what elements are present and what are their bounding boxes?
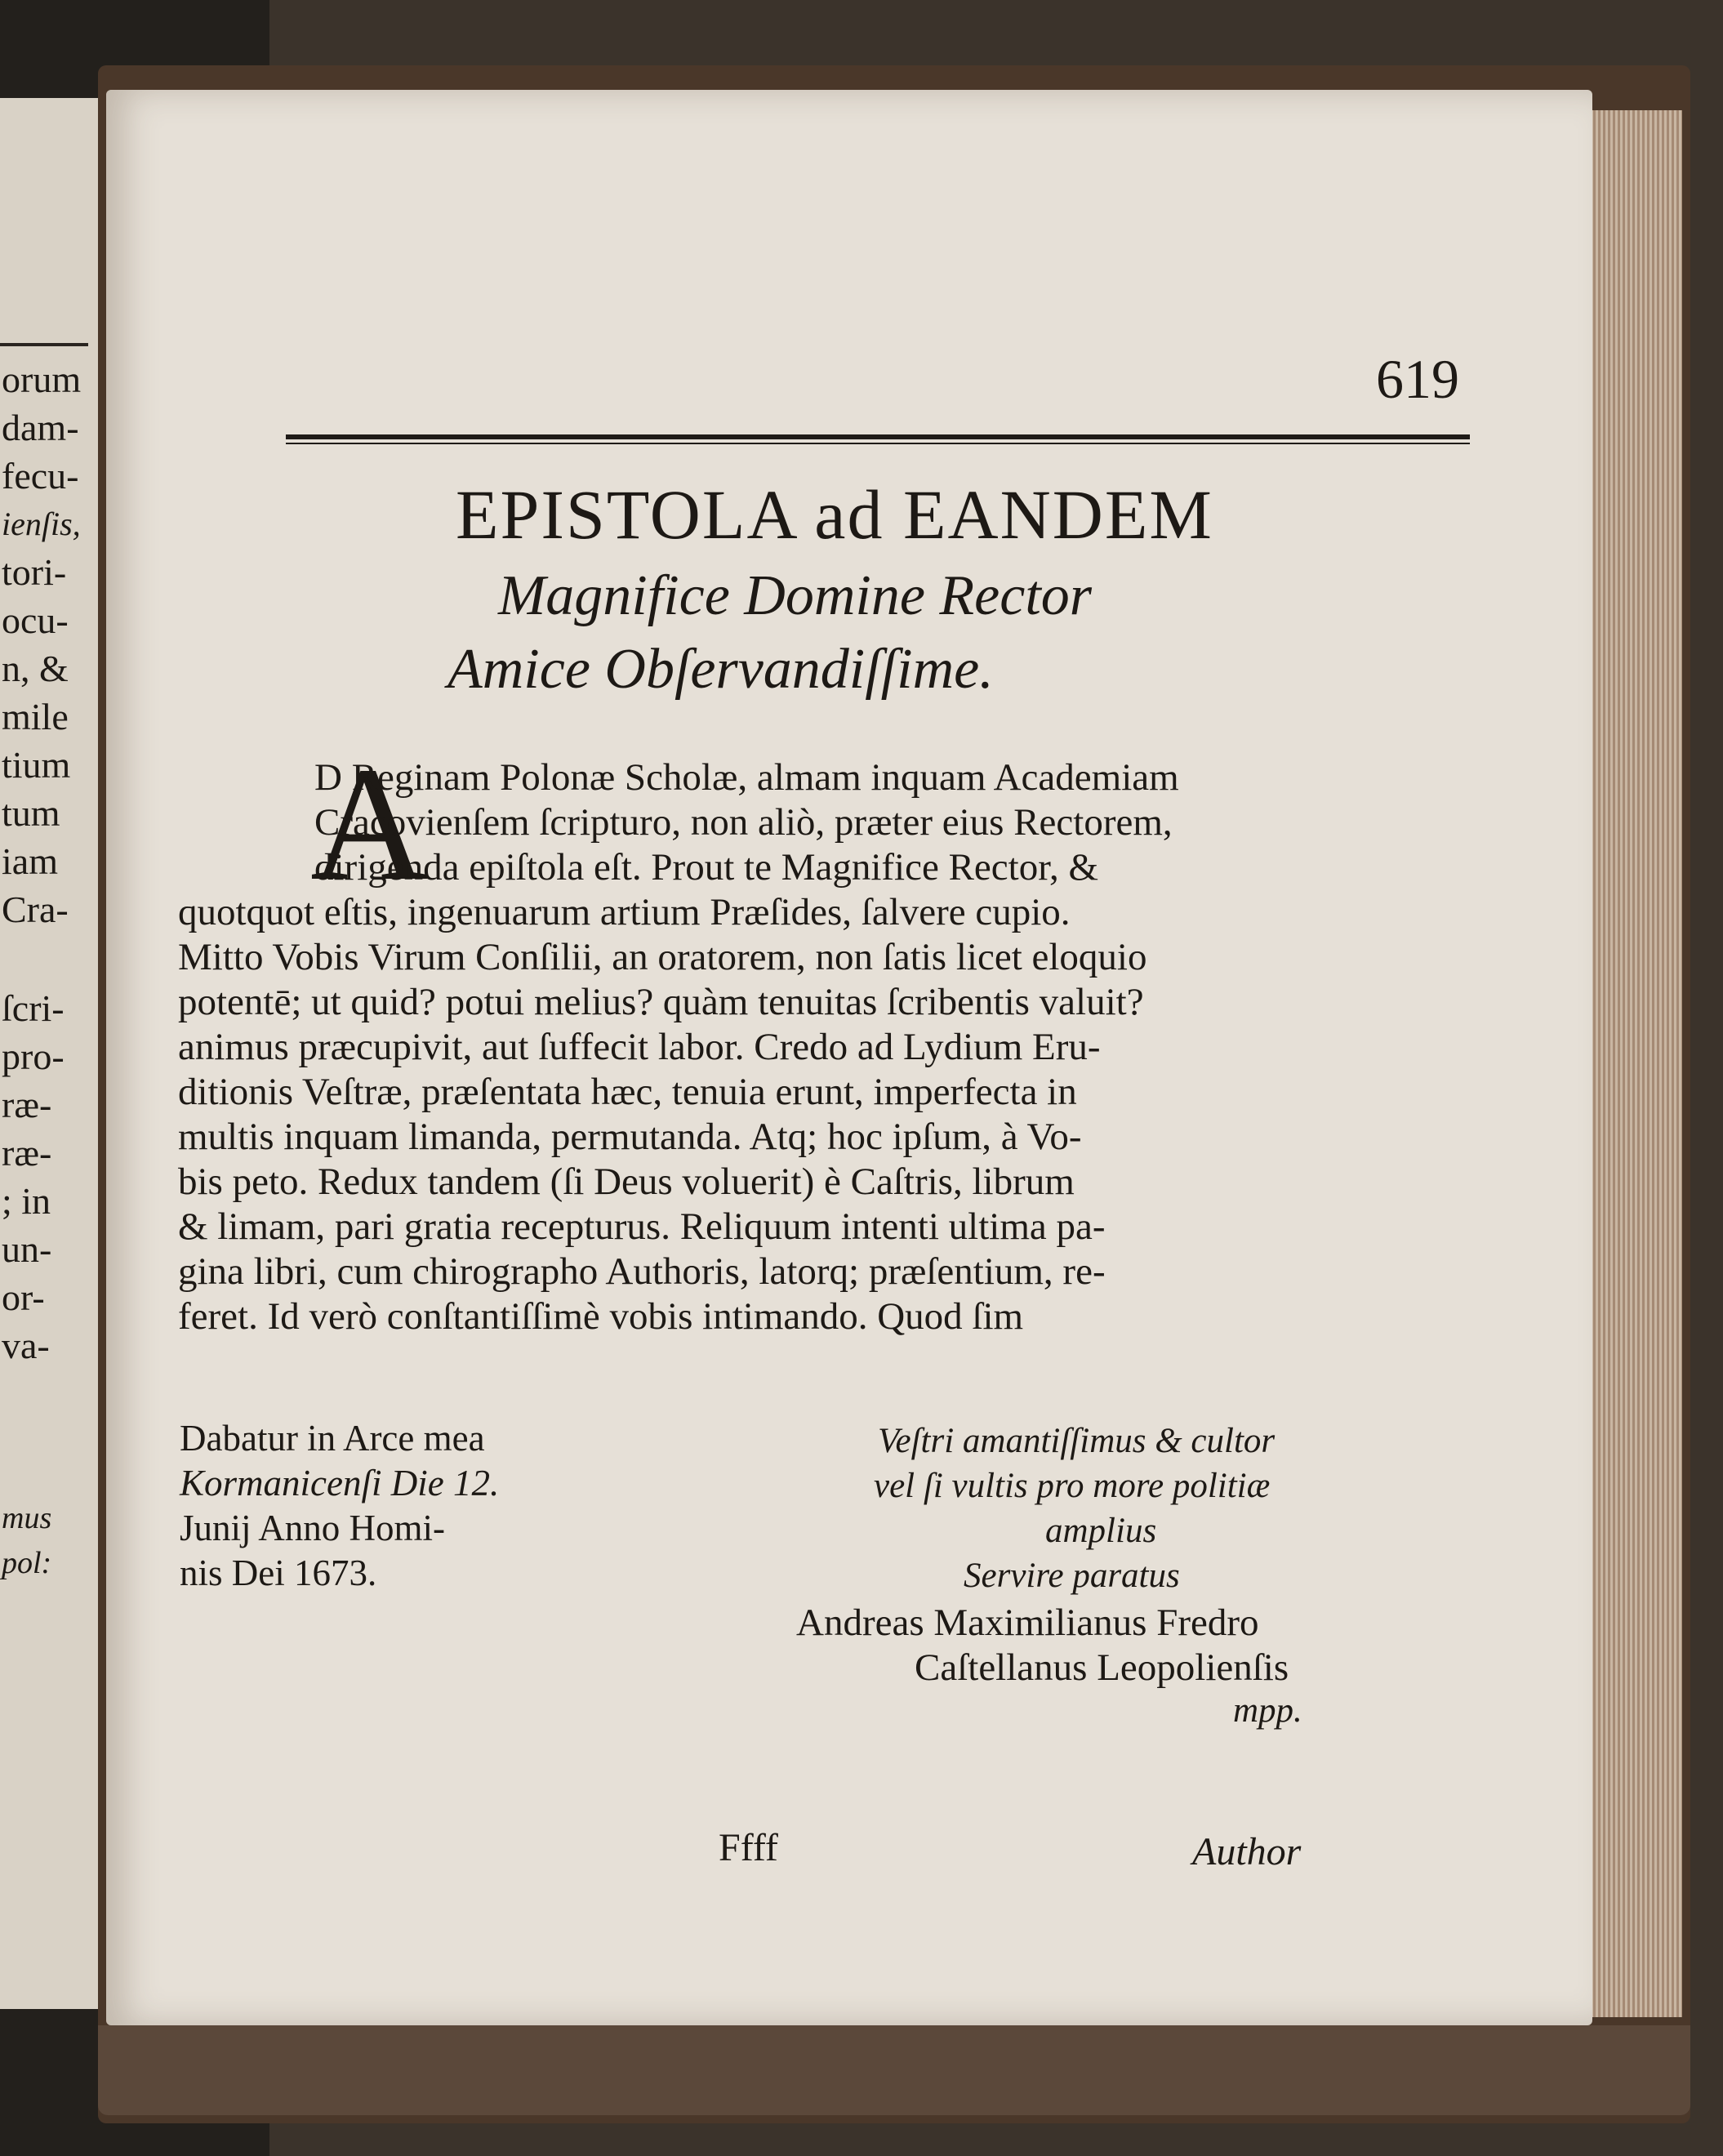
body-line: feret. Id verò conſtantiſſimè vobis intimando. Quod ſim xyxy=(178,1295,1024,1338)
left-fragment: ræ- xyxy=(2,1084,52,1125)
subtitle-line: Magnifice Domine Rector xyxy=(498,564,1093,627)
left-fragment: tium xyxy=(2,744,71,786)
left-fragment: pro- xyxy=(2,1036,65,1077)
left-fragment: orum xyxy=(2,359,82,400)
body-line: Mitto Vobis Virum Conſilii, an oratorem, non ſatis licet eloquio xyxy=(178,936,1147,978)
header-rule-thin xyxy=(286,443,1470,444)
signature-line: amplius xyxy=(1045,1512,1157,1550)
body-line: animus præcupivit, aut ſuffecit labor. Credo ad Lydium Eru- xyxy=(178,1026,1101,1068)
left-fragment: ienſis, xyxy=(2,506,81,542)
signature-line: Veſtri amantiſſimus & cultor xyxy=(878,1422,1276,1460)
left-fragment: ocu- xyxy=(2,599,69,641)
body-line: gina libri, cum chirographo Authoris, latorq; præſentium, re- xyxy=(178,1250,1106,1293)
signature-name: Andreas Maximilianus Fredro xyxy=(796,1601,1259,1644)
body-line: dirigenda epiſtola eſt. Prout te Magnifice Rector, & xyxy=(314,846,1099,889)
left-fragment: va- xyxy=(2,1325,50,1366)
body-line: bis peto. Redux tandem (ſi Deus voluerit) è Caſtris, librum xyxy=(178,1160,1075,1203)
left-fragment: tum xyxy=(2,792,60,834)
dateline: Dabatur in Arce mea xyxy=(180,1418,485,1459)
left-fragment: un- xyxy=(2,1228,52,1270)
body-line: D Reginam Polonæ Scholæ, almam inquam Academiam xyxy=(314,756,1179,799)
body-line: potentē; ut quid? potui melius? quàm tenuitas ſcribentis valuit? xyxy=(178,981,1144,1023)
dateline: nis Dei 1673. xyxy=(180,1552,377,1593)
left-fragment: tori- xyxy=(2,551,67,593)
signature-line: vel ſi vultis pro more politiæ xyxy=(874,1467,1271,1505)
page-title: EPISTOLA ad EANDEM xyxy=(456,475,1213,554)
signature-mark: Ffff xyxy=(719,1826,778,1869)
body-line: quotquot eſtis, ingenuarum artium Præſides, ſalvere cupio. xyxy=(178,891,1071,933)
left-fragment: n, & xyxy=(2,648,69,689)
page-number: 619 xyxy=(1376,348,1459,410)
dateline: Kormanicenſi Die 12. xyxy=(180,1463,500,1503)
drop-cap: A xyxy=(310,734,429,915)
left-fragment: dam- xyxy=(2,407,79,448)
body-line: Cracovienſem ſcripturo, non aliò, præter eius Rectorem, xyxy=(314,801,1173,844)
dateline: Junij Anno Homi- xyxy=(180,1508,446,1548)
left-fragment: ræ- xyxy=(2,1132,52,1174)
body-line: multis inquam limanda, permutanda. Atq; hoc ipſum, à Vo- xyxy=(178,1116,1082,1158)
left-fragment: fecu- xyxy=(2,455,79,497)
left-page-rule xyxy=(0,343,88,346)
left-fragment: mile xyxy=(2,696,69,737)
signature-mpp: mpp. xyxy=(1233,1691,1302,1730)
left-fragment: pol: xyxy=(2,1546,52,1580)
signature-line: Servire paratus xyxy=(964,1557,1180,1595)
subtitle-line: Amice Obſervandiſſime. xyxy=(447,638,994,701)
body-line: ditionis Veſtræ, præſentata hæc, tenuia erunt, imperfecta in xyxy=(178,1071,1077,1113)
left-fragment: ; in xyxy=(2,1180,51,1222)
signature-title: Caſtellanus Leopolienſis xyxy=(915,1646,1289,1689)
body-line: & limam, pari gratia recepturus. Reliquum intenti ultima pa- xyxy=(178,1205,1106,1248)
left-fragment: or- xyxy=(2,1276,45,1318)
right-page xyxy=(106,90,1592,2025)
book-bottom-edge xyxy=(98,2025,1690,2115)
header-rule xyxy=(286,434,1470,439)
catchword: Author xyxy=(1192,1830,1302,1873)
left-fragment: mus xyxy=(2,1501,52,1535)
left-fragment: ſcri- xyxy=(2,987,65,1029)
left-fragment: Cra- xyxy=(2,889,69,930)
left-fragment: iam xyxy=(2,840,58,882)
